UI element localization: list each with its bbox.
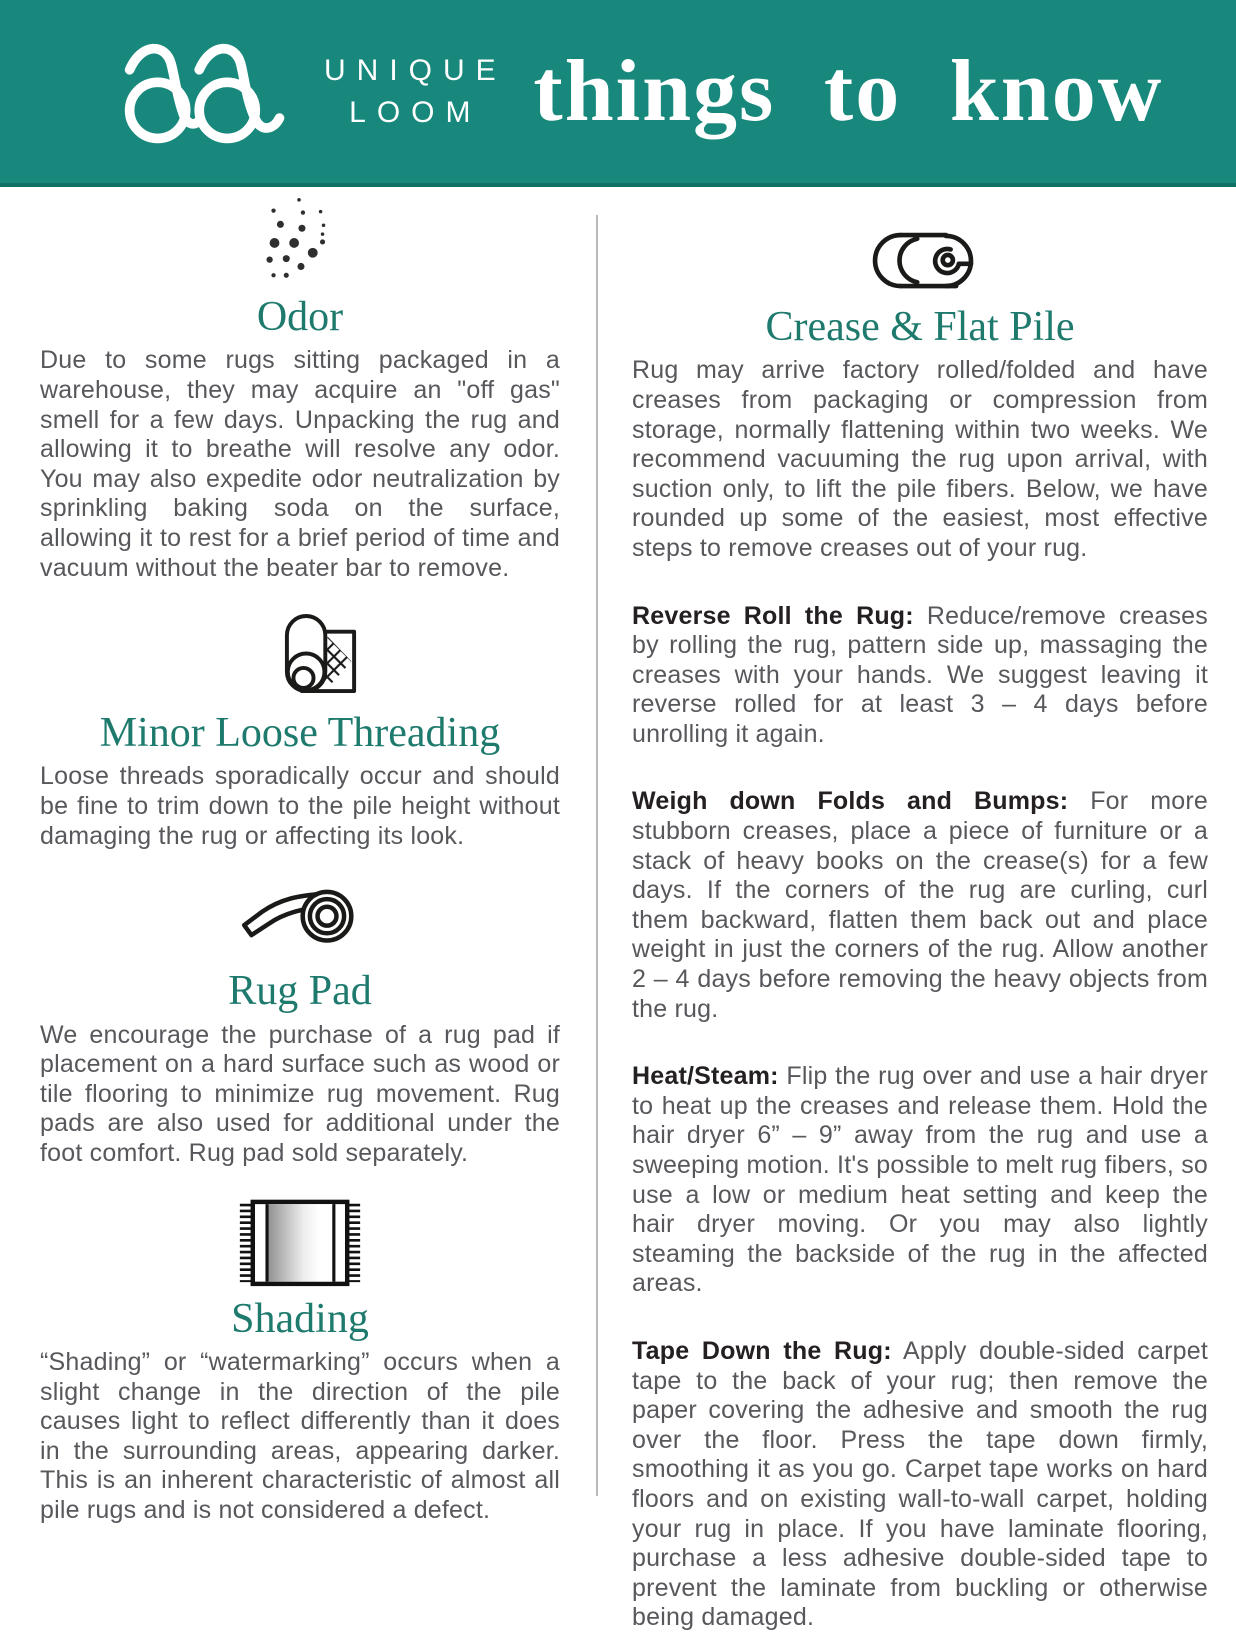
tip-text: Reduce/remove creases by rolling the rug, pattern side up, massaging the creases with your hands. We suggest leaving it reverse rolled for at least 3 – 4 days before unrolling it again. [632, 601, 1208, 748]
odor-sprinkle-dots-icon [40, 191, 560, 289]
section-odor [40, 191, 560, 583]
section-heading: Odor [256, 294, 344, 340]
tip-weigh-down [632, 787, 1208, 1024]
rug-pad-roll-icon [40, 873, 560, 963]
section-heading: Minor Loose Threading [99, 710, 501, 757]
tip-label: Weigh down Folds and Bumps: [632, 787, 1069, 816]
left-column [40, 187, 560, 1526]
tip-text: For more stubborn creases, place a piece of furniture or a stack of heavy books on the crease(s) for a few days. If the corners of the rug are curling, curl them backward, flatten them back out and place weight in just the corners of the rug. Allow another 2 – 4 days before removing the heavy objects from the rug. [632, 787, 1208, 1023]
section-intro: Rug may arrive factory rolled/folded and have creases from packaging or compression from storage, normally flattening within two weeks. We recommend vacuuming the rug upon arrival, with suction only, to lift the pile fibers. Below, we have rounded up some of the easiest, most effective steps to remove creases out of your rug. [632, 356, 1208, 562]
unique-loom-logo-icon [108, 34, 304, 150]
brand-name [324, 50, 507, 134]
section-rug-pad [40, 873, 560, 1168]
brand-name-line1: UNIQUE [324, 53, 507, 87]
page-title: things to know [533, 42, 1164, 140]
section-heading: Crease & Flat Pile [765, 304, 1075, 350]
section-body: Loose threads sporadically occur and should be fine to trim down to the pile height without damaging the rug or affecting its look. [40, 762, 560, 850]
tip-reverse-roll [632, 602, 1208, 750]
tip-label: Reverse Roll the Rug: [632, 601, 914, 630]
section-minor-loose-threading [40, 609, 560, 851]
content-area [0, 187, 1236, 1632]
fringed-rug-shading-icon [40, 1193, 560, 1291]
brand-logo-block [108, 34, 507, 150]
column-divider [596, 215, 598, 1496]
tip-tape-down [632, 1337, 1208, 1633]
section-body: Due to some rugs sitting packaged in a warehouse, they may acquire an "off gas" smell for a few days. Unpacking the rug and allowing it to breathe will resolve any odor. You may also expedite odor neutralization by sprinkling baking soda on the surface, allowing it to rest for a brief period of time and vacuum without the beater bar to remove. [40, 346, 560, 582]
section-heading: Shading [231, 1295, 369, 1342]
tip-text: Apply double-sided carpet tape to the back of your rug; then remove the paper covering the adhesive and smooth the rug over the floor. Press the tape down firmly, smoothing it as you go. Carpet tape works on hard floors and on existing wall-to-wall carpet, holding your rug in place. If you have laminate flooring, purchase a less adhesive double-sided tape to prevent the laminate from buckling or otherwise being damaged. [632, 1336, 1208, 1632]
section-crease-flat-pile [632, 223, 1208, 1633]
tip-label: Heat/Steam: [632, 1062, 779, 1091]
tip-heat-steam [632, 1062, 1208, 1299]
section-shading [40, 1193, 560, 1526]
header-banner [0, 0, 1236, 187]
section-body: We encourage the purchase of a rug pad if placement on a hard surface such as wood or tile flooring to minimize rug movement. Rug pads are also used for additional under the foot comfort. Rug pad sold separately. [40, 1020, 560, 1167]
partially-rolled-rug-icon [40, 609, 560, 705]
right-column [632, 187, 1208, 1633]
tip-label: Tape Down the Rug: [632, 1336, 892, 1365]
brand-name-line2: LOOM [349, 95, 482, 129]
tip-text: Flip the rug over and use a hair dryer to heat up the creases and release them. Hold the hair dryer 6” – 9” away from the rug and use a sweeping motion. It's possible to melt rug fibers, so use a low or medium heat setting and keep the hair dryer moving. Or you may also lightly steaming the backside of the rug in the affected areas. [632, 1062, 1208, 1298]
section-heading: Rug Pad [228, 968, 372, 1015]
rolled-rug-side-icon [632, 223, 1208, 299]
section-body: “Shading” or “watermarking” occurs when a slight change in the direction of the pile causes light to reflect differently than it does in the surrounding areas, appearing darker. This is an inherent characteristic of almost all pile rugs and is not considered a defect. [40, 1347, 560, 1524]
